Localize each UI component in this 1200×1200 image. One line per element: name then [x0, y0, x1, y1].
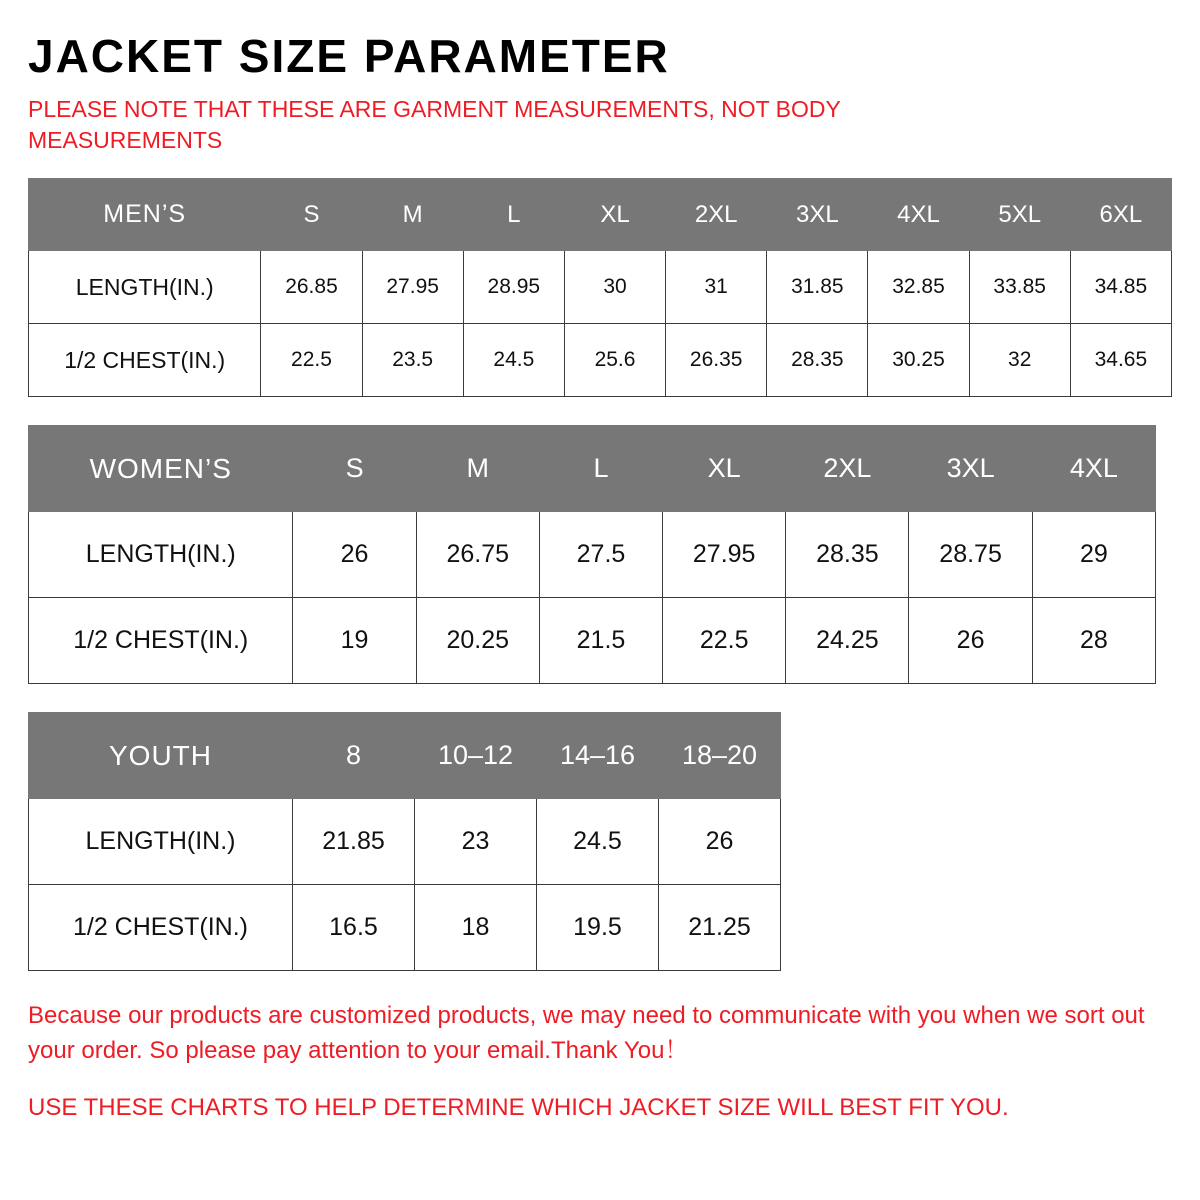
mens-size-header: 4XL — [868, 179, 969, 251]
table-row — [29, 799, 781, 885]
womens-cell: 21.5 — [539, 598, 662, 684]
mens-cell: 26.85 — [261, 251, 362, 324]
womens-size-header: S — [293, 426, 416, 512]
table-row — [29, 598, 1156, 684]
table-row — [29, 512, 1156, 598]
mens-cell: 34.65 — [1070, 324, 1171, 397]
womens-cell: 24.25 — [786, 598, 909, 684]
mens-cell: 25.6 — [564, 324, 665, 397]
mens-row-label: LENGTH(IN.) — [29, 251, 261, 324]
mens-size-header: 6XL — [1070, 179, 1171, 251]
youth-cell: 19.5 — [537, 885, 659, 971]
womens-cell: 27.95 — [663, 512, 786, 598]
youth-cell: 24.5 — [537, 799, 659, 885]
womens-size-table — [28, 425, 1156, 684]
youth-cell: 16.5 — [293, 885, 415, 971]
table-header-row — [29, 426, 1156, 512]
table-row — [29, 885, 781, 971]
mens-size-header: 3XL — [767, 179, 868, 251]
youth-cell: 26 — [659, 799, 781, 885]
womens-size-header: XL — [663, 426, 786, 512]
womens-header-label: WOMEN’S — [29, 426, 293, 512]
womens-size-header: 3XL — [909, 426, 1032, 512]
youth-row-label: 1/2 CHEST(IN.) — [29, 885, 293, 971]
mens-cell: 33.85 — [969, 251, 1070, 324]
measurement-note: PLEASE NOTE THAT THESE ARE GARMENT MEASUREMENTS, NOT BODY MEASUREMENTS — [28, 96, 841, 154]
youth-cell: 21.85 — [293, 799, 415, 885]
womens-cell: 28 — [1032, 598, 1155, 684]
womens-size-header: L — [539, 426, 662, 512]
mens-size-table — [28, 178, 1172, 397]
footer-note-charts: USE THESE CHARTS TO HELP DETERMINE WHICH JACKET SIZE WILL BEST FIT YOU. — [28, 1093, 1009, 1121]
table-row — [29, 324, 1172, 397]
youth-cell: 21.25 — [659, 885, 781, 971]
womens-row-label: 1/2 CHEST(IN.) — [29, 598, 293, 684]
mens-header-label: MEN’S — [29, 179, 261, 251]
mens-size-header: 5XL — [969, 179, 1070, 251]
womens-size-header: 2XL — [786, 426, 909, 512]
mens-cell: 22.5 — [261, 324, 362, 397]
mens-cell: 31 — [666, 251, 767, 324]
youth-row-label: LENGTH(IN.) — [29, 799, 293, 885]
womens-cell: 26 — [293, 512, 416, 598]
table-header-row — [29, 179, 1172, 251]
youth-cell: 23 — [415, 799, 537, 885]
mens-size-header: L — [463, 179, 564, 251]
mens-cell: 30 — [564, 251, 665, 324]
womens-cell: 29 — [1032, 512, 1155, 598]
womens-cell: 22.5 — [663, 598, 786, 684]
womens-cell: 19 — [293, 598, 416, 684]
footer-note-custom: Because our products are customized products, we may need to communicate with you when we sort out your order. So please pay attention to your email.Thank You！ — [28, 1002, 1145, 1065]
mens-cell: 26.35 — [666, 324, 767, 397]
youth-size-table — [28, 712, 781, 971]
womens-cell: 20.25 — [416, 598, 539, 684]
youth-header-label: YOUTH — [29, 713, 293, 799]
youth-size-header: 18–20 — [659, 713, 781, 799]
mens-cell: 32 — [969, 324, 1070, 397]
womens-size-header: 4XL — [1032, 426, 1155, 512]
mens-cell: 32.85 — [868, 251, 969, 324]
mens-size-header: XL — [564, 179, 665, 251]
mens-cell: 27.95 — [362, 251, 463, 324]
youth-size-header: 8 — [293, 713, 415, 799]
youth-size-header: 14–16 — [537, 713, 659, 799]
mens-cell: 31.85 — [767, 251, 868, 324]
mens-cell: 24.5 — [463, 324, 564, 397]
mens-cell: 28.35 — [767, 324, 868, 397]
youth-size-header: 10–12 — [415, 713, 537, 799]
womens-row-label: LENGTH(IN.) — [29, 512, 293, 598]
mens-cell: 34.85 — [1070, 251, 1171, 324]
womens-size-header: M — [416, 426, 539, 512]
mens-cell: 28.95 — [463, 251, 564, 324]
youth-cell: 18 — [415, 885, 537, 971]
mens-size-header: 2XL — [666, 179, 767, 251]
mens-size-header: M — [362, 179, 463, 251]
womens-cell: 28.75 — [909, 512, 1032, 598]
womens-cell: 28.35 — [786, 512, 909, 598]
womens-cell: 26.75 — [416, 512, 539, 598]
mens-size-header: S — [261, 179, 362, 251]
page-title: JACKET SIZE PARAMETER — [28, 30, 670, 82]
womens-cell: 26 — [909, 598, 1032, 684]
mens-row-label: 1/2 CHEST(IN.) — [29, 324, 261, 397]
mens-cell: 30.25 — [868, 324, 969, 397]
mens-cell: 23.5 — [362, 324, 463, 397]
table-row — [29, 251, 1172, 324]
womens-cell: 27.5 — [539, 512, 662, 598]
footer-notes — [28, 999, 1172, 1125]
table-header-row — [29, 713, 781, 799]
